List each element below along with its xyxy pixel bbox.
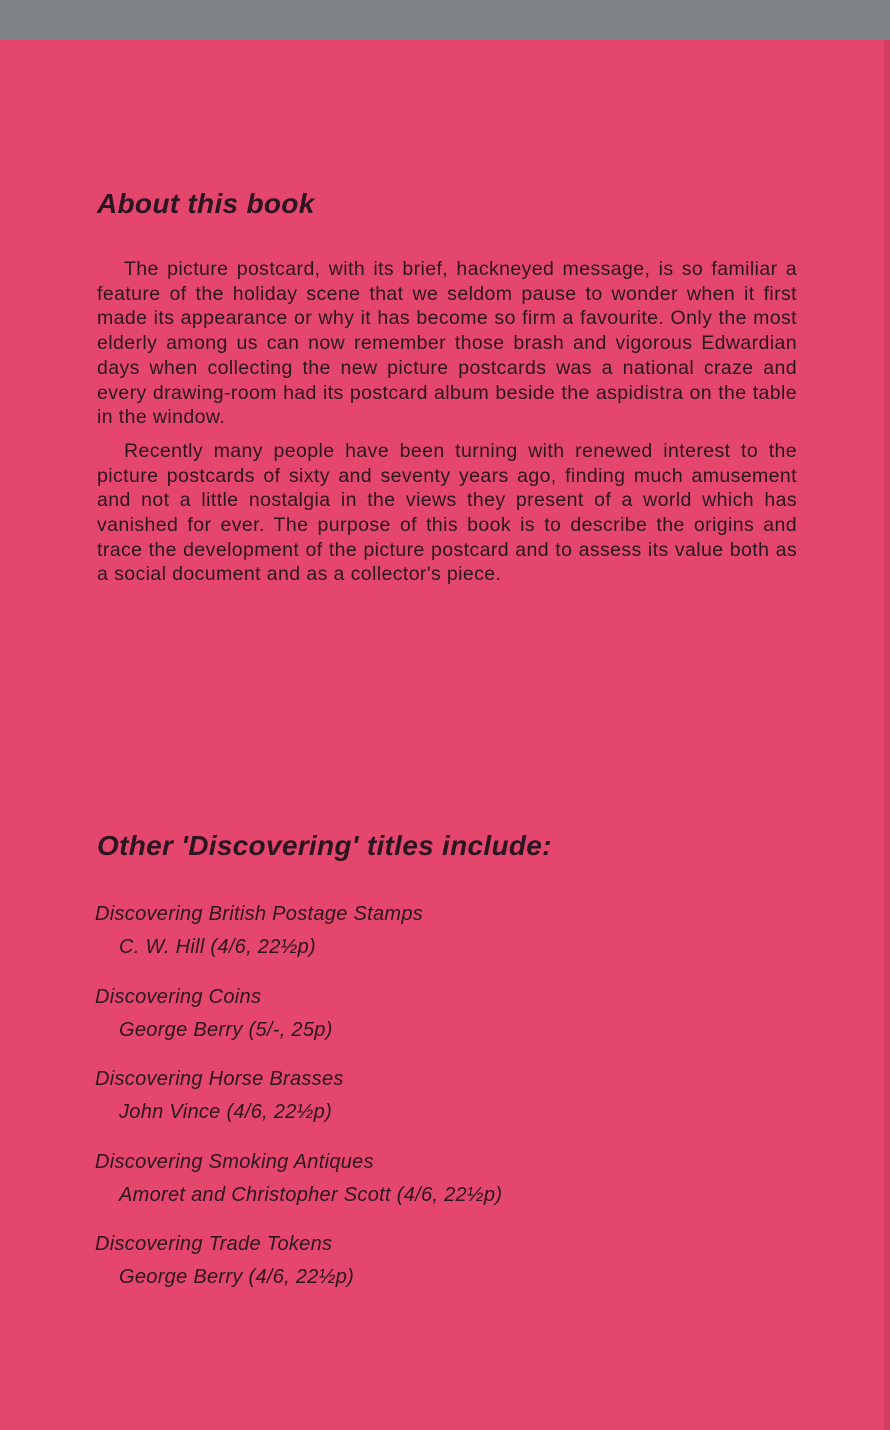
book-title: Discovering Coins	[95, 985, 262, 1008]
book-title: Discovering Trade Tokens	[95, 1233, 333, 1255]
about-body	[97, 257, 797, 596]
other-titles-list	[95, 898, 795, 1311]
about-paragraph: The picture postcard, with its brief, hackneyed message, is so familiar a feature of the holiday scene that we seldom pause to wonder when it first made its appearance or why it has become so firm a favourite. Only the most elderly among us can now remember those brash and vigorous Edwardian days when collecting the new picture postcards was a national craze and every drawing-room had its postcard album beside the aspidistra on the table in the window.	[97, 258, 797, 429]
book-author-price: George Berry (4/6, 22½p)	[119, 1266, 355, 1288]
book-title: Discovering Horse Brasses	[95, 1068, 344, 1090]
other-titles-heading: Other 'Discovering' titles include:	[97, 830, 552, 861]
book-author-price: Amoret and Christopher Scott (4/6, 22½p)	[119, 1183, 503, 1206]
list-item	[95, 1146, 795, 1229]
book-author-price: George Berry (5/-, 25p)	[119, 1018, 333, 1041]
list-item	[95, 898, 795, 981]
book-title: Discovering British Postage Stamps	[95, 903, 424, 925]
cover-edge	[884, 40, 890, 1430]
about-paragraph: Recently many people have been turning with renewed interest to the picture postcards of sixty and seventy years ago, finding much amusement and not a little nostalgia in the views they present of a world which has vanished for ever. The purpose of this book is to describe the origins and trace the development of the picture postcard and to assess its value both as a social document and as a collector's piece.	[97, 439, 797, 586]
about-heading: About this book	[97, 188, 315, 219]
book-title: Discovering Smoking Antiques	[95, 1150, 374, 1173]
book-author-price: C. W. Hill (4/6, 22½p)	[119, 936, 317, 958]
list-item	[95, 981, 795, 1064]
list-item	[95, 1228, 795, 1311]
book-author-price: John Vince (4/6, 22½p)	[119, 1101, 333, 1123]
list-item	[95, 1063, 795, 1146]
